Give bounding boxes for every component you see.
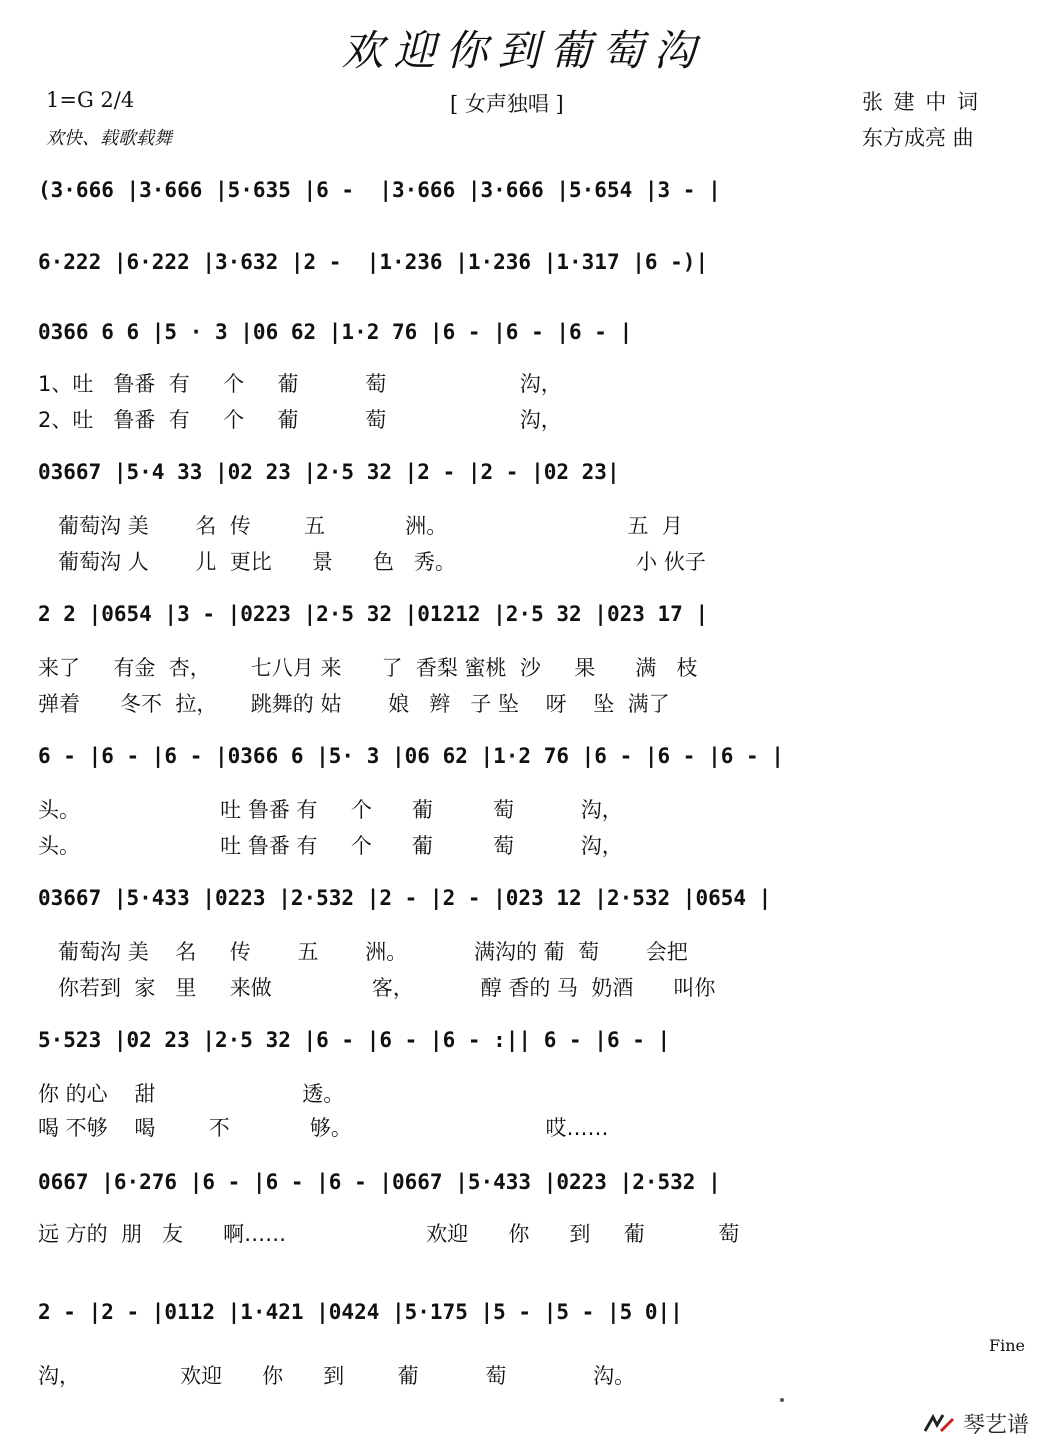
composer: 东方成亮 曲 xyxy=(862,126,974,150)
lyric-line: 头。 吐 鲁番 有 个 葡 萄 沟， xyxy=(38,798,623,822)
lyric-line: 1、吐 鲁番 有 个 葡 萄 沟， xyxy=(38,372,562,396)
staff-row: 2 - |2 - |0112 |1·421 |0424 |5·175 |5 - |5 - |5 0|| xyxy=(38,1300,683,1324)
lyric-line: 葡萄沟 美 名 传 五 洲。 满沟的 葡 萄 会把 xyxy=(38,940,688,964)
staff-row: 03667 |5·433 |0223 |2·532 |2 - |2 - |023 12 |2·532 |0654 | xyxy=(38,886,772,910)
performance-note: [ 女声独唱 ] xyxy=(450,92,564,116)
key-signature: 1=G 2/4 xyxy=(46,88,135,112)
lyric-line: 喝 不够 喝 不 够。 哎…… xyxy=(38,1116,609,1140)
lyric-line: 来了 有金 杏， 七八月 来 了 香梨 蜜桃 沙 果 满 枝 xyxy=(38,656,698,680)
staff-row: 2 2 |0654 |3 - |0223 |2·5 32 |01212 |2·5 32 |023 17 | xyxy=(38,602,709,626)
lyric-line: 你若到 家 里 来做 客， 醇 香的 马 奶酒 叫你 xyxy=(38,976,716,1000)
lyric-line: 远 方的 朋 友 啊…… 欢迎 你 到 葡 萄 xyxy=(38,1222,740,1246)
tempo-marking: 欢快、载歌载舞 xyxy=(46,128,172,149)
watermark-logo xyxy=(923,1408,1029,1439)
staff-row: 03667 |5·4 33 |02 23 |2·5 32 |2 - |2 - |02 23| xyxy=(38,460,620,484)
lyric-line: 你 的心 甜 透。 xyxy=(38,1082,345,1106)
staff-row: 0366 6 6 |5 · 3 |06 62 |1·2 76 |6 - |6 - |6 - | xyxy=(38,320,633,344)
staff-row: 6·222 |6·222 |3·632 |2 - |1·236 |1·236 |1·317 |6 -)| xyxy=(38,250,709,274)
staff-row: 6 - |6 - |6 - |0366 6 |5· 3 |06 62 |1·2 76 |6 - |6 - |6 - | xyxy=(38,744,784,768)
qinyipu-logo-icon xyxy=(923,1413,957,1435)
staff-row: 0667 |6·276 |6 - |6 - |6 - |0667 |5·433 |0223 |2·532 | xyxy=(38,1170,721,1194)
lyric-line: 2、吐 鲁番 有 个 葡 萄 沟， xyxy=(38,408,562,432)
staff-row: 5·523 |02 23 |2·5 32 |6 - |6 - |6 - :|| 6 - |6 - | xyxy=(38,1028,671,1052)
fine-marking: Fine xyxy=(989,1336,1025,1355)
lyric-line: 沟， 欢迎 你 到 葡 萄 沟。 xyxy=(38,1364,636,1388)
lyric-line: 弹着 冬不 拉， 跳舞的 姑 娘 辫 子 坠 呀 坠 满了 xyxy=(38,692,670,716)
watermark-text: 琴艺谱 xyxy=(962,1413,1029,1438)
song-title: 欢迎你到葡萄沟 xyxy=(341,26,706,75)
staff-row: (3·666 |3·666 |5·635 |6 - |3·666 |3·666 |5·654 |3 - | xyxy=(38,178,721,202)
lyricist: 张 建 中 词 xyxy=(862,90,981,114)
lyric-line: 葡萄沟 人 儿 更比 景 色 秀。 小 伙子 xyxy=(38,550,706,574)
fermata-dot xyxy=(780,1398,784,1402)
lyric-line: 葡萄沟 美 名 传 五 洲。 五 月 xyxy=(38,514,683,538)
lyric-line: 头。 吐 鲁番 有 个 葡 萄 沟， xyxy=(38,834,623,858)
